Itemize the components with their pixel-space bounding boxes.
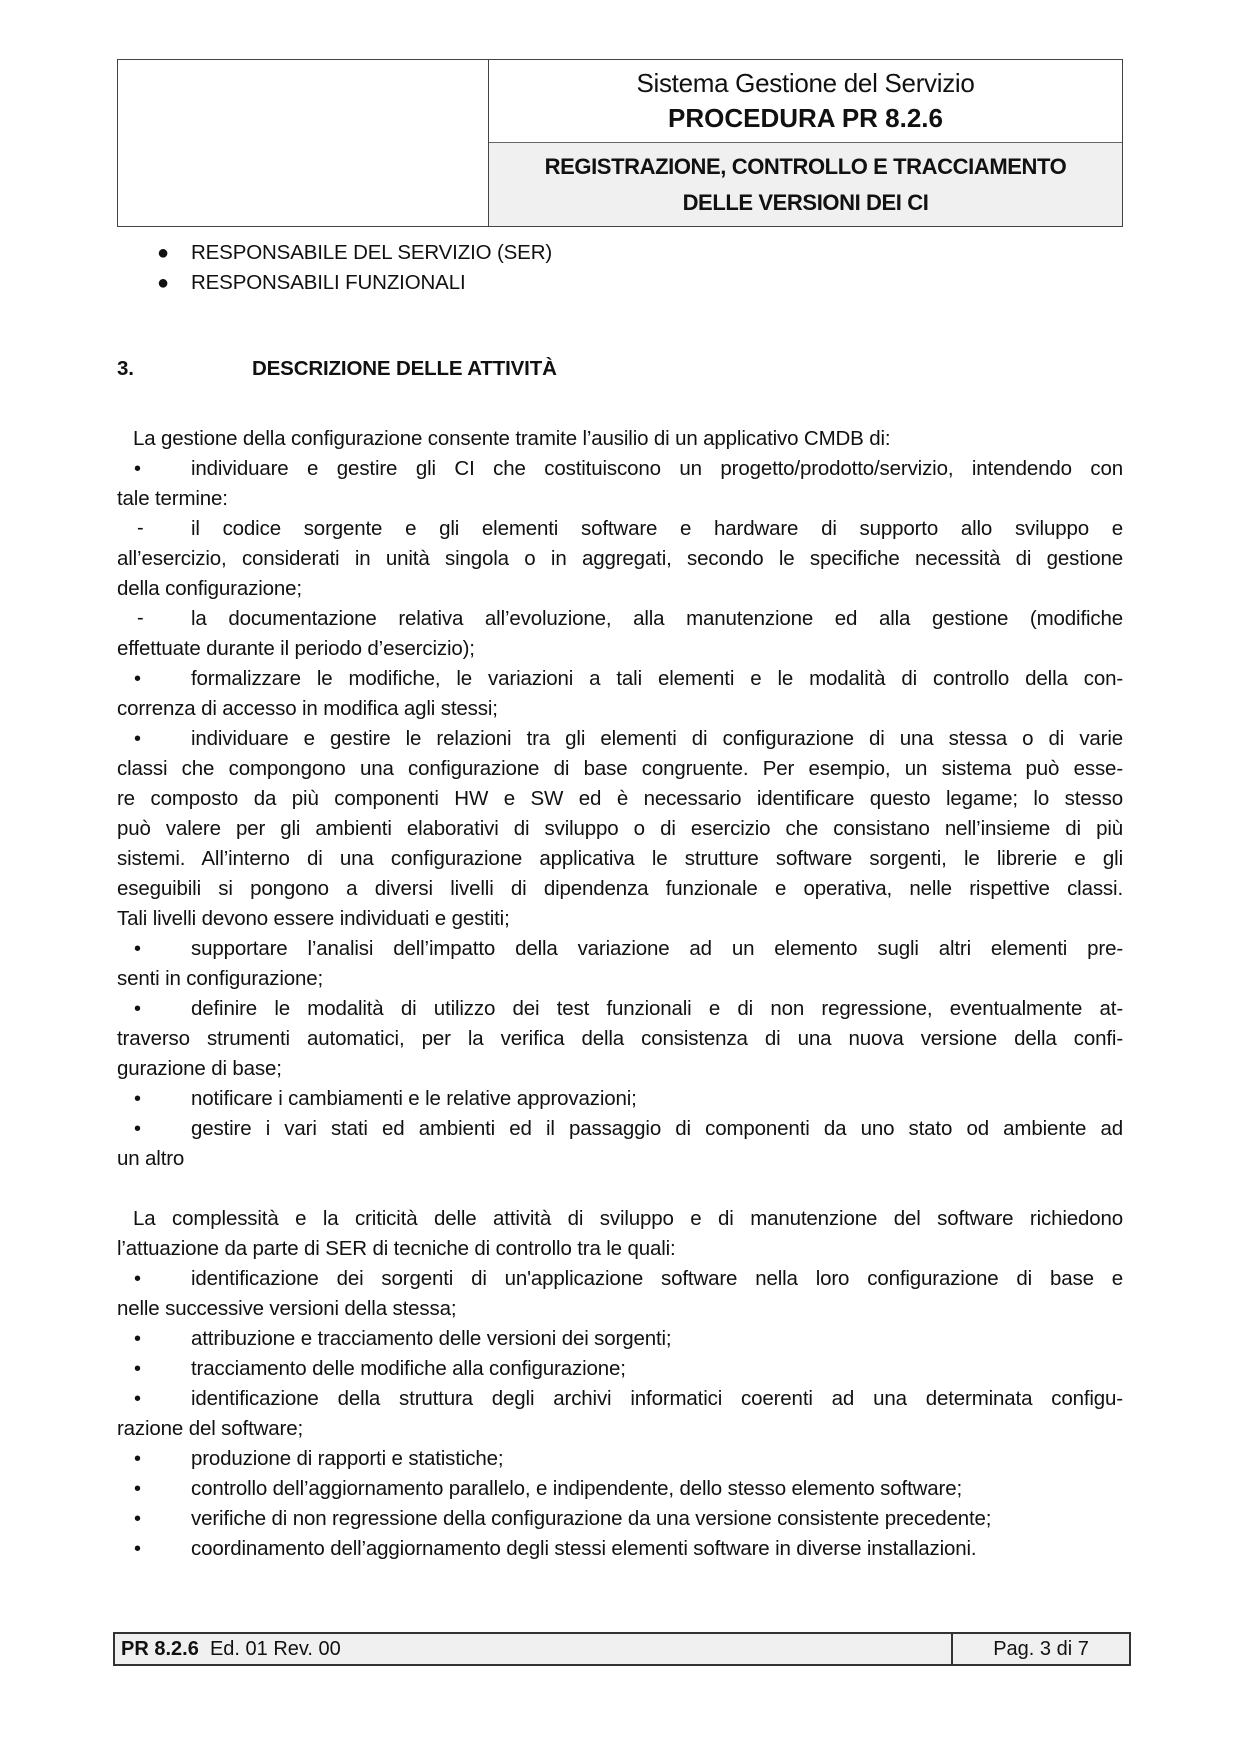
paragraph-line: effettuate durante il periodo d’esercizio); [117, 637, 475, 660]
paragraph-line: identificazione della struttura degli archivi informatici coerenti ad una determinata configu- [191, 1387, 1123, 1410]
paragraph-line: all’esercizio, considerati in unità singola o in aggregati, secondo le specifiche necessità di gestione [117, 547, 1123, 570]
paragraph-line: individuare e gestire gli CI che costituiscono un progetto/prodotto/servizio, intendendo con [191, 457, 1123, 480]
paragraph-line: gurazione di base; [117, 1057, 282, 1080]
paragraph-line: tale termine: [117, 487, 228, 510]
paragraph-line: attribuzione e tracciamento delle versioni dei sorgenti; [191, 1327, 672, 1350]
paragraph-line: può valere per gli ambienti elaborativi di sviluppo o di esercizio che consistano nell’insieme di più [117, 817, 1123, 840]
bullet-icon: • [134, 938, 142, 960]
paragraph-line: razione del software; [117, 1417, 304, 1440]
intro-text: La gestione della configurazione consente tramite l’ausilio di un applicativo CMDB di: [133, 427, 891, 450]
paragraph-line: Tali livelli devono essere individuati e gestiti; [117, 907, 510, 930]
paragraph-line: la documentazione relativa all’evoluzione, alla manutenzione ed alla gestione (modifiche [191, 607, 1123, 630]
bullet-icon: • [134, 668, 142, 690]
dash-icon: - [137, 517, 144, 539]
paragraph-line: tracciamento delle modifiche alla configurazione; [191, 1357, 626, 1380]
bullet-icon: • [134, 1448, 142, 1470]
paragraph-line: produzione di rapporti e statistiche; [191, 1447, 504, 1470]
bullet-icon: • [134, 1268, 142, 1290]
system-name: Sistema Gestione del Servizio [636, 68, 975, 98]
header-title-cell [489, 143, 1122, 226]
bullet-icon: • [134, 1328, 142, 1350]
paragraph-line: coordinamento dell’aggiornamento degli stessi elementi software in diverse installazioni. [191, 1537, 977, 1560]
bullet-icon: • [134, 1088, 142, 1110]
bullet-icon: • [134, 998, 142, 1020]
paragraph-line: traverso strumenti automatici, per la verifica della consistenza di una nuova versione della confi- [117, 1027, 1123, 1050]
paragraph-line: correnza di accesso in modifica agli stessi; [117, 697, 498, 720]
header-system-cell [489, 60, 1122, 143]
dash-icon: - [137, 607, 144, 629]
footer-page-number: Pag. 3 di 7 [993, 1638, 1089, 1660]
paragraph-line: La complessità e la criticità delle attività di sviluppo e di manutenzione del software richiedono [133, 1207, 1123, 1230]
bullet-icon: • [134, 458, 142, 480]
paragraph-line: formalizzare le modifiche, le variazioni a tali elementi e le modalità di controllo della con- [191, 667, 1123, 690]
paragraph-line: gestire i vari stati ed ambienti ed il passaggio di componenti da uno stato od ambiente ad [191, 1117, 1123, 1140]
paragraph-line: l’attuazione da parte di SER di tecniche di controllo tra le quali: [117, 1237, 676, 1260]
bullet-icon: • [134, 1358, 142, 1380]
role-item: RESPONSABILI FUNZIONALI [191, 271, 466, 294]
logo-cell [118, 60, 489, 226]
paragraph-line: supportare l’analisi dell’impatto della variazione ad un elemento sugli altri elementi pre- [191, 937, 1123, 960]
paragraph-line: della configurazione; [117, 577, 302, 600]
document-footer [113, 1632, 1131, 1666]
bullet-icon: • [134, 1118, 142, 1140]
doc-title-line2: DELLE VERSIONI DEI CI [682, 190, 929, 215]
bullet-icon: • [134, 1508, 142, 1530]
paragraph-line: individuare e gestire le relazioni tra gli elementi di configurazione di una stessa o di varie [191, 727, 1123, 750]
footer-doc-info [115, 1634, 953, 1664]
paragraph-line: un altro [117, 1147, 185, 1170]
footer-doc-code: PR 8.2.6 [121, 1638, 199, 1660]
paragraph-line: senti in configurazione; [117, 967, 324, 990]
paragraph-line: controllo dell’aggiornamento parallelo, e indipendente, dello stesso elemento software; [191, 1477, 962, 1500]
bullet-icon: • [134, 1388, 142, 1410]
bullet-icon: • [134, 1478, 142, 1500]
role-item: RESPONSABILE DEL SERVIZIO (SER) [191, 241, 553, 264]
paragraph-line: verifiche di non regressione della configurazione da una versione consistente precedente; [191, 1507, 992, 1530]
paragraph-line: eseguibili si pongono a diversi livelli di dipendenza funzionale e operativa, nelle rispettive classi. [117, 877, 1123, 900]
bullet-icon: • [134, 728, 142, 750]
footer-edition: Ed. 01 Rev. 00 [209, 1638, 341, 1660]
section-title: DESCRIZIONE DELLE ATTIVITÀ [252, 357, 557, 380]
paragraph-line: il codice sorgente e gli elementi software e hardware di supporto allo sviluppo e [191, 517, 1123, 540]
paragraph-line: definire le modalità di utilizzo dei test funzionali e di non regressione, eventualmente at- [191, 997, 1123, 1020]
doc-title-line1: REGISTRAZIONE, CONTROLLO E TRACCIAMENTO [544, 154, 1067, 179]
paragraph-line: identificazione dei sorgenti di un'applicazione software nella loro configurazione di base e [191, 1267, 1123, 1290]
paragraph-line: sistemi. All’interno di una configurazione applicativa le strutture software sorgenti, le librerie e gli [117, 847, 1123, 870]
paragraph-line: notificare i cambiamenti e le relative approvazioni; [191, 1087, 637, 1110]
paragraph-line: nelle successive versioni della stessa; [117, 1297, 457, 1320]
paragraph-line: re composto da più componenti HW e SW ed è necessario identificare questo legame; lo stesso [117, 787, 1123, 810]
document-header [117, 59, 1123, 227]
bullet-icon: • [134, 1538, 142, 1560]
section-number: 3. [117, 357, 134, 380]
bullet-icon: ● [157, 272, 170, 294]
paragraph-line: classi che compongono una configurazione di base congruente. Per esempio, un sistema può esse- [117, 757, 1123, 780]
bullet-icon: ● [157, 242, 170, 264]
procedure-code: PROCEDURA PR 8.2.6 [668, 103, 943, 133]
